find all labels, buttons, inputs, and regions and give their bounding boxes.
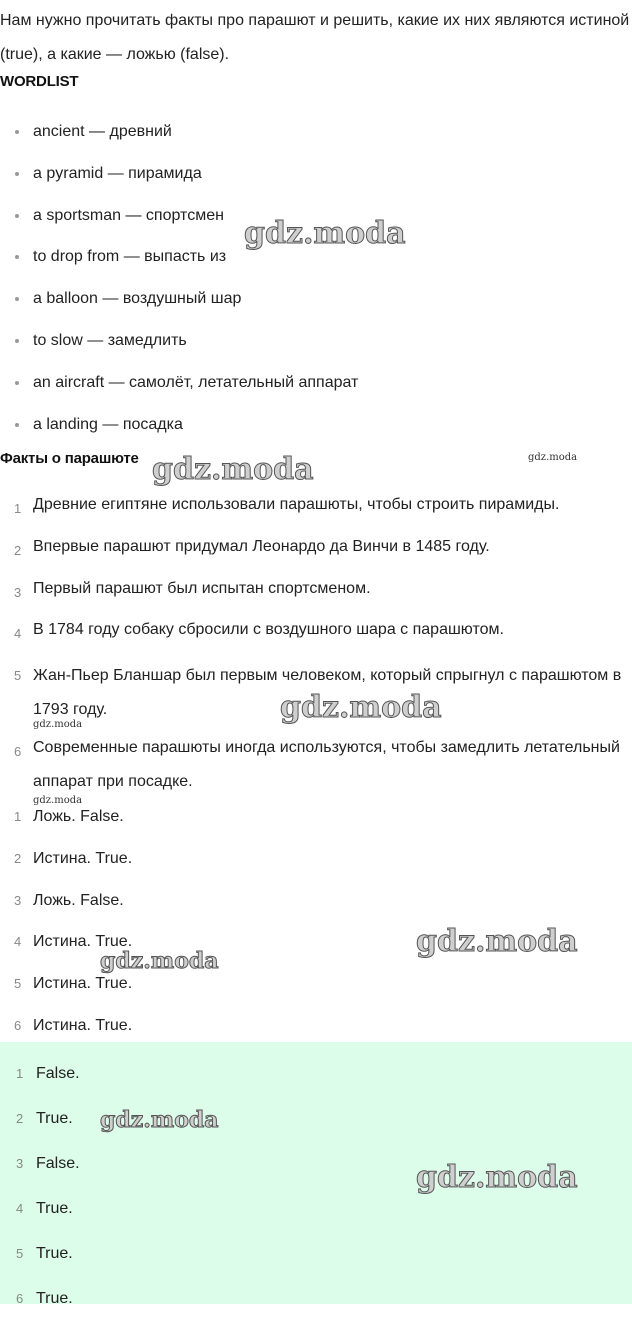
item-number: 2 xyxy=(14,542,22,558)
item-number: 3 xyxy=(16,1156,24,1171)
watermark: gdz.moda xyxy=(33,719,83,730)
list-item-text: ancient — древний xyxy=(33,123,172,140)
answer-item xyxy=(0,1058,632,1103)
fact-item xyxy=(0,731,632,799)
answer-text: Истина. True. xyxy=(33,1016,133,1034)
item-number: 5 xyxy=(16,1246,24,1261)
watermark: gdz.moda xyxy=(244,216,406,251)
bullet-icon xyxy=(15,255,19,259)
item-number: 1 xyxy=(14,501,22,516)
answer-text: True. xyxy=(36,1200,73,1217)
answer-item xyxy=(0,1103,632,1148)
answers-en-list xyxy=(0,1058,632,1328)
bullet-icon xyxy=(15,423,19,427)
fact-item xyxy=(0,655,632,731)
watermark: gdz.moda xyxy=(528,452,578,463)
watermark: gdz.moda xyxy=(33,795,83,806)
answer-text: True. xyxy=(36,1110,73,1127)
answer-item xyxy=(0,1283,632,1328)
watermark: gdz.moda xyxy=(416,924,578,959)
fact-item xyxy=(0,530,632,572)
list-item-text: a sportsman — спортсмен xyxy=(33,206,224,224)
answer-text: True. xyxy=(36,1290,73,1307)
intro-text: Нам нужно прочитать факты про парашют и решить, какие их них являются истиной (true), а какие — ложью (false). xyxy=(0,12,630,63)
wordlist-heading: WORDLIST xyxy=(0,73,79,90)
facts-heading: Факты о парашюте xyxy=(0,450,139,467)
answer-item xyxy=(0,838,632,880)
bullet-icon xyxy=(15,172,19,176)
fact-text: Современные парашюты иногда используются, чтобы замедлить летательный аппарат при посадке. xyxy=(33,739,620,791)
list-item-text: a pyramid — пирамида xyxy=(33,164,202,182)
list-item xyxy=(0,278,632,320)
item-number: 5 xyxy=(14,668,22,684)
item-number: 4 xyxy=(16,1201,24,1216)
answer-item xyxy=(0,1148,632,1193)
item-number: 6 xyxy=(14,744,22,760)
fact-text: В 1784 году собаку сбросили с воздушного шара с парашютом. xyxy=(33,621,504,639)
bullet-icon xyxy=(15,214,19,218)
list-item xyxy=(0,111,632,153)
list-item xyxy=(0,153,632,195)
watermark: gdz.moda xyxy=(100,1107,219,1133)
item-number: 3 xyxy=(14,892,22,908)
facts-list xyxy=(0,488,632,799)
list-item-text: an aircraft — самолёт, летательный аппарат xyxy=(33,373,359,391)
item-number: 2 xyxy=(14,850,22,866)
answer-text: False. xyxy=(36,1155,80,1172)
answer-text: True. xyxy=(36,1245,73,1262)
answer-text: Истина. True. xyxy=(33,975,133,993)
list-item xyxy=(0,320,632,362)
list-item xyxy=(0,195,632,237)
bullet-icon xyxy=(15,339,19,343)
watermark: gdz.moda xyxy=(152,452,314,487)
watermark: gdz.moda xyxy=(100,948,219,974)
fact-item xyxy=(0,613,632,655)
list-item xyxy=(0,236,632,278)
answer-item xyxy=(0,963,632,1005)
answer-text: Истина. True. xyxy=(33,849,133,867)
list-item-text: to drop from — выпасть из xyxy=(33,248,227,266)
answer-item xyxy=(0,1238,632,1283)
item-number: 1 xyxy=(14,809,22,824)
answers-ru-list xyxy=(0,796,632,1047)
item-number: 1 xyxy=(16,1066,24,1081)
item-number: 3 xyxy=(14,584,22,600)
bullet-icon xyxy=(15,297,19,301)
fact-item xyxy=(0,488,632,530)
list-item xyxy=(0,404,632,446)
fact-text: Впервые парашют придумал Леонардо да Винчи в 1485 году. xyxy=(33,537,490,555)
answer-item xyxy=(0,880,632,922)
answer-text: Истина. True. xyxy=(33,933,133,951)
answer-text: Ложь. False. xyxy=(33,891,124,909)
list-item xyxy=(0,362,632,404)
item-number: 6 xyxy=(14,1017,22,1033)
fact-text: Древние египтяне использовали парашюты, чтобы строить пирамиды. xyxy=(33,496,560,513)
answer-item xyxy=(0,796,632,838)
wordlist xyxy=(0,111,632,445)
answer-text: False. xyxy=(36,1065,80,1082)
fact-item xyxy=(0,572,632,614)
answer-item xyxy=(0,1005,632,1047)
bullet-icon xyxy=(15,381,19,385)
answer-item xyxy=(0,921,632,963)
list-item-text: a landing — посадка xyxy=(33,415,183,433)
item-number: 4 xyxy=(14,626,22,642)
bullet-icon xyxy=(15,130,19,134)
list-item-text: to slow — замедлить xyxy=(33,331,187,349)
item-number: 4 xyxy=(14,934,22,950)
fact-text: Жан-Пьер Бланшар был первым человеком, который спрыгнул с парашютом в 1793 году. xyxy=(33,667,622,719)
item-number: 2 xyxy=(16,1111,24,1126)
answer-item xyxy=(0,1193,632,1238)
watermark: gdz.moda xyxy=(416,1160,578,1195)
fact-text: Первый парашют был испытан спортсменом. xyxy=(33,579,371,597)
answer-text: Ложь. False. xyxy=(33,808,124,825)
answer-box xyxy=(0,1042,632,1307)
item-number: 5 xyxy=(14,976,22,992)
item-number: 6 xyxy=(16,1291,24,1306)
watermark: gdz.moda xyxy=(280,690,442,725)
list-item-text: a balloon — воздушный шар xyxy=(33,290,242,308)
